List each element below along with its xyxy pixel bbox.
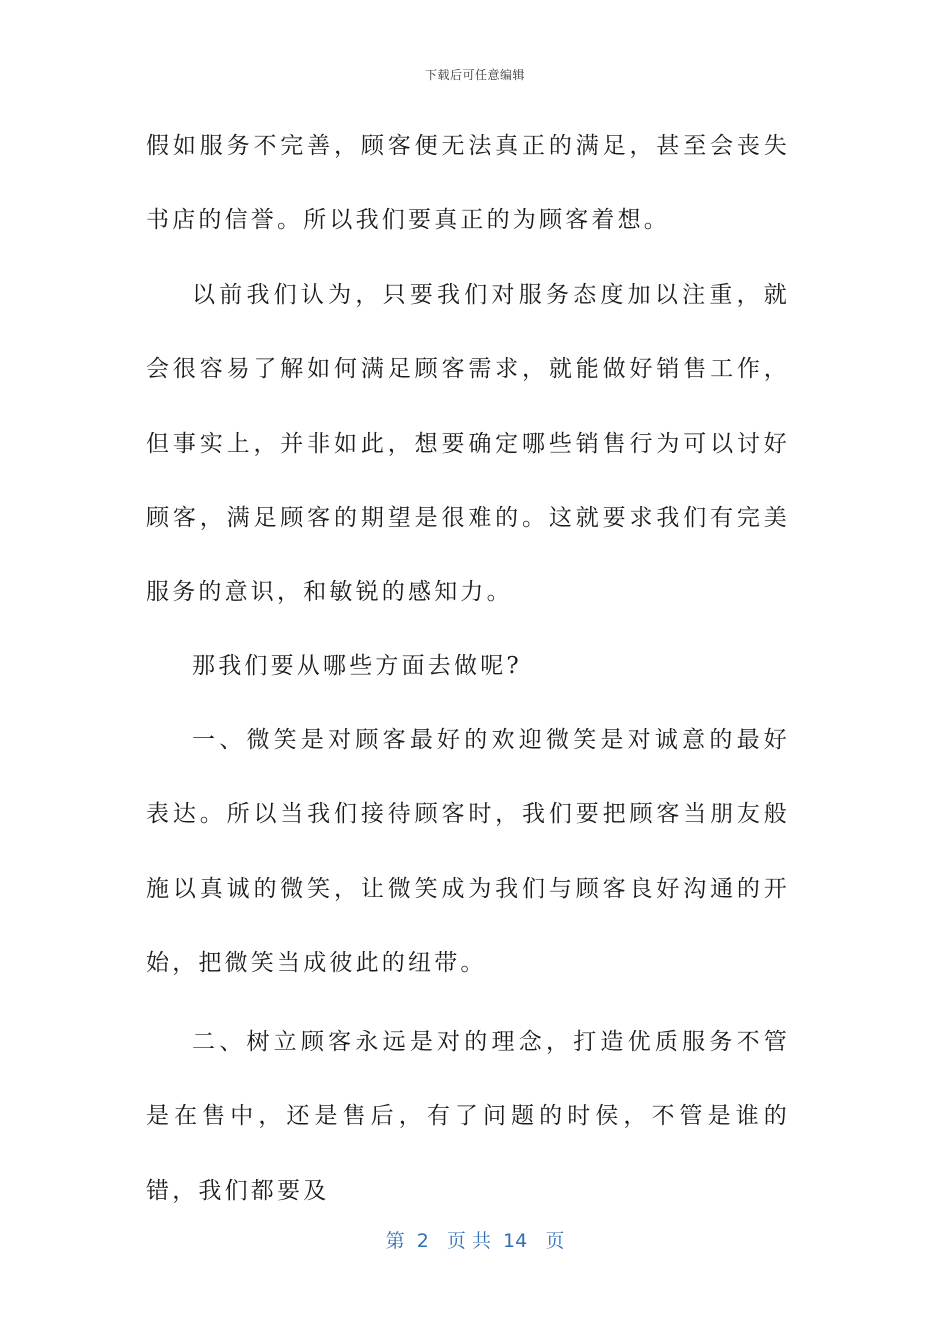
paragraph-text: 那我们要从哪些方面去做呢? [192, 653, 522, 679]
paragraph-1 [146, 109, 790, 258]
paragraph-text: 以前我们认为，只要我们对服务态度加以注重，就会很容易了解如何满足顾客需求，就能做好销售工作，但事实上，并非如此，想要确定哪些销售行为可以讨好顾客，满足顾客的期望是很难的。这就要求我们有完美服务的意识，和敏锐的感知力。 [146, 282, 790, 606]
paragraph-text: 一、微笑是对顾客最好的欢迎微笑是对诚意的最好表达。所以当我们接待顾客时，我们要把顾客当朋友般施以真诚的微笑，让微笑成为我们与顾客良好沟通的开始，把微笑当成彼此的纽带。 [146, 727, 790, 976]
header-note: 下载后可任意编辑 [424, 68, 525, 82]
paragraph-2 [146, 258, 790, 629]
paragraph-text: 二、树立顾客永远是对的理念，打造优质服务不管是在售中，还是售后，有了问题的时侯，不管是谁的错，我们都要及 [146, 1029, 790, 1204]
paragraph-4 [146, 703, 790, 1000]
paragraph-5 [146, 1005, 790, 1228]
paragraph-text: 假如服务不完善，顾客便无法真正的满足，甚至会丧失书店的信誉。所以我们要真正的为顾客着想。 [146, 133, 790, 234]
paragraph-3 [146, 629, 790, 703]
page-number-footer: 第 2 页 共 14 页 [385, 1230, 565, 1252]
